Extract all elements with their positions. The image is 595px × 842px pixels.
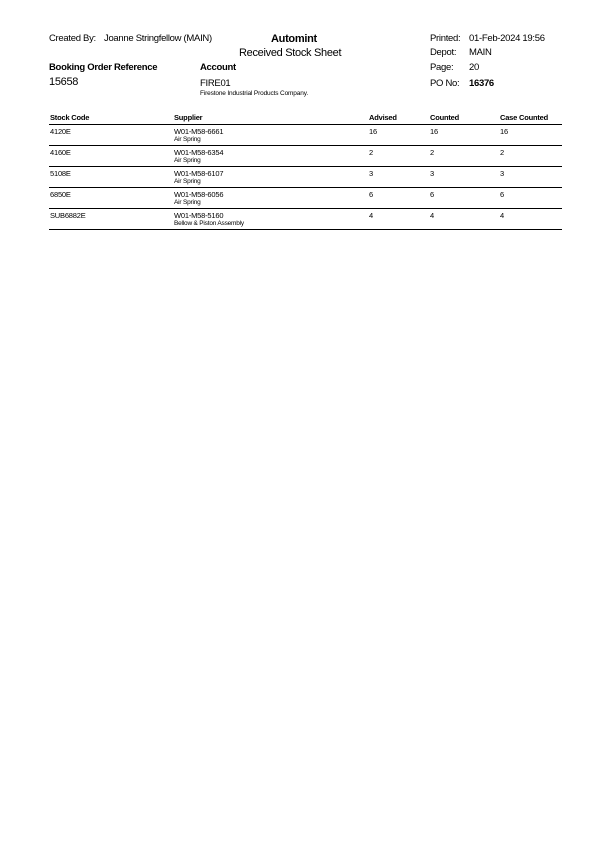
supplier-cell [174,170,223,186]
supplier-cell [174,212,244,228]
account-name: Firestone Industrial Products Company. [200,90,308,97]
table-row [49,146,562,167]
sheet-title: Received Stock Sheet [239,47,342,59]
advised-cell: 2 [369,148,373,157]
depot-label: Depot: [430,47,457,58]
printed-value: 01-Feb-2024 19:56 [469,33,545,44]
account-label: Account [200,62,236,73]
case-counted-cell: 3 [500,169,504,178]
advised-cell: 3 [369,169,373,178]
stock-code-cell: 5108E [50,169,71,178]
table-row [49,188,562,209]
advised-cell: 6 [369,190,373,199]
counted-cell: 3 [430,169,434,178]
stock-code-cell: 6850E [50,190,71,199]
table-row [49,167,562,188]
item-description: Air Spring [174,199,201,206]
supplier-code: W01-M58-6661 [174,127,224,136]
company-name: Automint [271,33,317,45]
advised-cell: 4 [369,211,373,220]
po-label: PO No: [430,78,460,89]
page-label: Page: [430,62,454,73]
item-description: Air Spring [174,157,201,164]
column-header-stock-code: Stock Code [50,113,90,122]
case-counted-cell: 16 [500,127,508,136]
created-by-value: Joanne Stringfellow (MAIN) [104,33,212,44]
column-header-supplier: Supplier [174,113,203,122]
po-value: 16376 [469,78,494,89]
supplier-cell [174,191,223,207]
stock-code-cell: 4160E [50,148,71,157]
case-counted-cell: 6 [500,190,504,199]
column-header-advised: Advised [369,113,397,122]
supplier-code: W01-M58-6107 [174,169,224,178]
table-header [49,113,562,125]
supplier-code: W01-M58-5160 [174,211,224,220]
item-description: Air Spring [174,178,201,185]
booking-ref-value: 15658 [49,76,79,88]
account-code: FIRE01 [200,78,231,89]
case-counted-cell: 2 [500,148,504,157]
item-description: Air Spring [174,136,201,143]
printed-label: Printed: [430,33,461,44]
counted-cell: 2 [430,148,434,157]
page-value: 20 [469,62,479,73]
stock-table [49,113,562,230]
advised-cell: 16 [369,127,377,136]
supplier-code: W01-M58-6056 [174,190,224,199]
counted-cell: 16 [430,127,438,136]
supplier-cell [174,128,223,144]
case-counted-cell: 4 [500,211,504,220]
stock-code-cell: SUB6882E [50,211,86,220]
table-row [49,125,562,146]
depot-value: MAIN [469,47,492,58]
supplier-code: W01-M58-6354 [174,148,224,157]
counted-cell: 4 [430,211,434,220]
column-header-case-counted: Case Counted [500,113,549,122]
stock-code-cell: 4120E [50,127,71,136]
booking-ref-label: Booking Order Reference [49,62,158,73]
table-row [49,209,562,230]
supplier-cell [174,149,223,165]
item-description: Bellow & Piston Assembly [174,220,244,227]
column-header-counted: Counted [430,113,460,122]
counted-cell: 6 [430,190,434,199]
created-by-label: Created By: [49,33,96,44]
